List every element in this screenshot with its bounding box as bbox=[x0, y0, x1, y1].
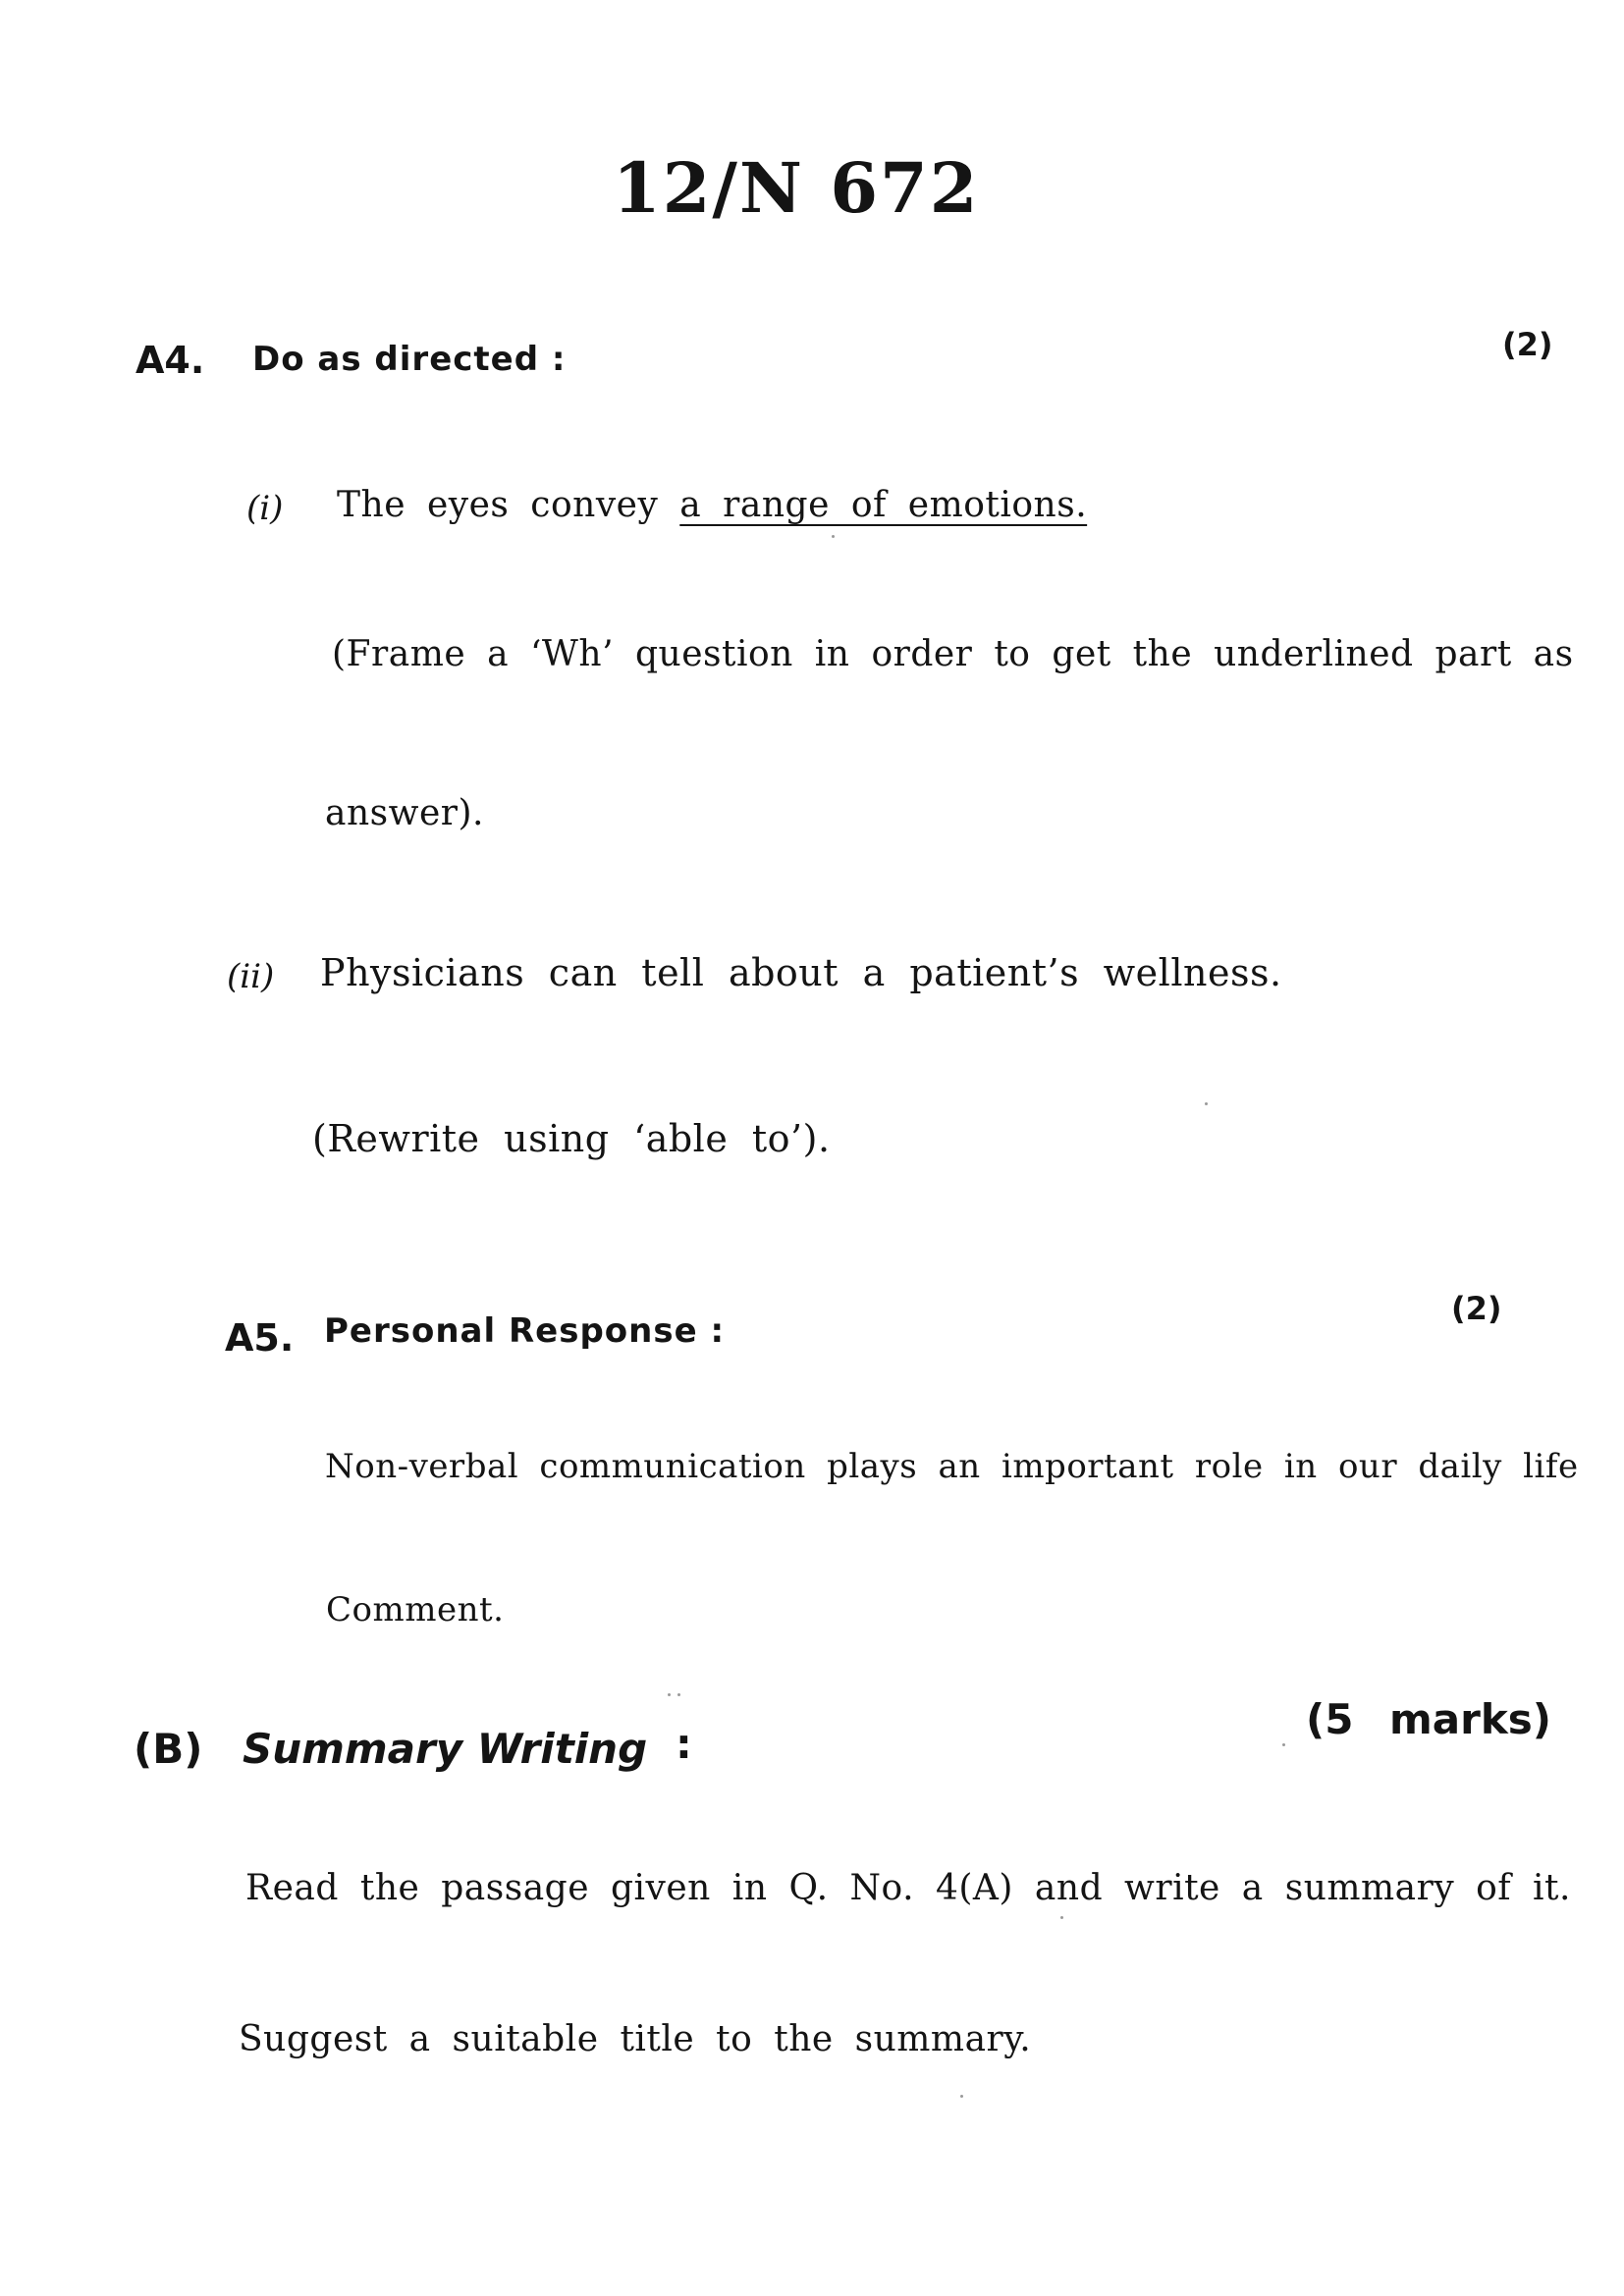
question-heading-a4: Do as directed : bbox=[252, 340, 567, 379]
item-i-sentence bbox=[337, 485, 1087, 525]
question-number-a4: A4. bbox=[135, 339, 205, 382]
a5-prompt-line2: Comment. bbox=[326, 1590, 505, 1629]
question-number-a5: A5. bbox=[225, 1316, 295, 1360]
section-b-instruction-line1: Read the passage given in Q. No. 4(A) and write a summary of it. bbox=[245, 1868, 1571, 1908]
item-ii-text: Physicians can tell about a patient’s wellness. bbox=[320, 951, 1282, 994]
scan-speck bbox=[1205, 1102, 1208, 1105]
item-label-ii: (ii) bbox=[227, 957, 275, 996]
scan-speck bbox=[668, 1693, 671, 1696]
question-heading-a5: Personal Response : bbox=[324, 1311, 726, 1351]
scan-speck bbox=[960, 2095, 963, 2098]
scan-speck bbox=[677, 1693, 680, 1696]
scan-speck bbox=[832, 535, 835, 538]
scan-speck bbox=[1282, 1743, 1285, 1746]
scan-speck bbox=[1060, 1916, 1063, 1919]
item-label-i: (i) bbox=[246, 489, 284, 528]
item-i-text: The eyes convey bbox=[337, 485, 659, 525]
page-code: 12/N 672 bbox=[613, 147, 980, 229]
section-b-title: Summary Writing bbox=[243, 1725, 648, 1773]
section-b-instruction-line2: Suggest a suitable title to the summary. bbox=[239, 2019, 1032, 2059]
marks-a5: (2) bbox=[1451, 1290, 1502, 1327]
item-ii-instruction: (Rewrite using ‘able to’). bbox=[312, 1117, 831, 1160]
item-i-instruction-line2: answer). bbox=[325, 793, 484, 833]
a5-prompt-line1: Non-verbal communication plays an important role in our daily life bbox=[325, 1447, 1579, 1486]
section-b-label: (B) bbox=[134, 1725, 203, 1773]
item-i-underlined-part: a range of emotions. bbox=[679, 485, 1088, 525]
item-i-instruction-line1: (Frame a ‘Wh’ question in order to get the underlined part as bbox=[332, 634, 1574, 674]
marks-a4: (2) bbox=[1502, 326, 1553, 363]
section-b-marks: (5 marks) bbox=[1306, 1695, 1551, 1743]
section-b-colon: : bbox=[676, 1720, 692, 1768]
